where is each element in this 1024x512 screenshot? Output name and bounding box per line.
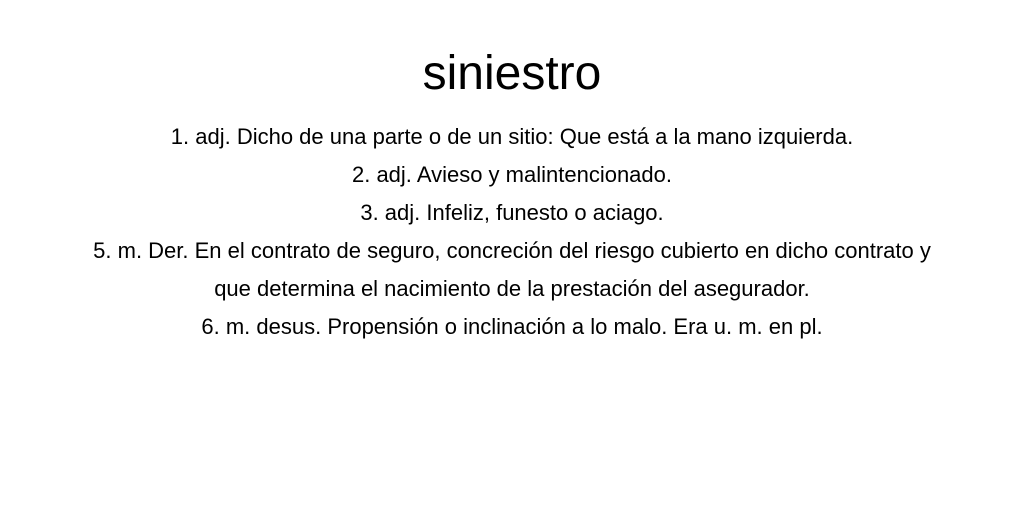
definition-list: [72, 118, 952, 346]
definition-2: 2. adj. Avieso y malintencionado.: [351, 162, 673, 187]
definition-1: 1. adj. Dicho de una parte o de un sitio: Que está a la mano izquierda.: [170, 124, 854, 149]
headword: siniestro: [422, 47, 602, 100]
definition-5: 5. m. Der. En el contrato de seguro, concreción del riesgo cubierto en dicho contrato y que determina el nacimiento de la prestación del asegurador.: [93, 238, 931, 301]
definition-3: 3. adj. Infeliz, funesto o aciago.: [360, 200, 664, 225]
definition-6: 6. m. desus. Propensión o inclinación a lo malo. Era u. m. en pl.: [201, 314, 823, 339]
